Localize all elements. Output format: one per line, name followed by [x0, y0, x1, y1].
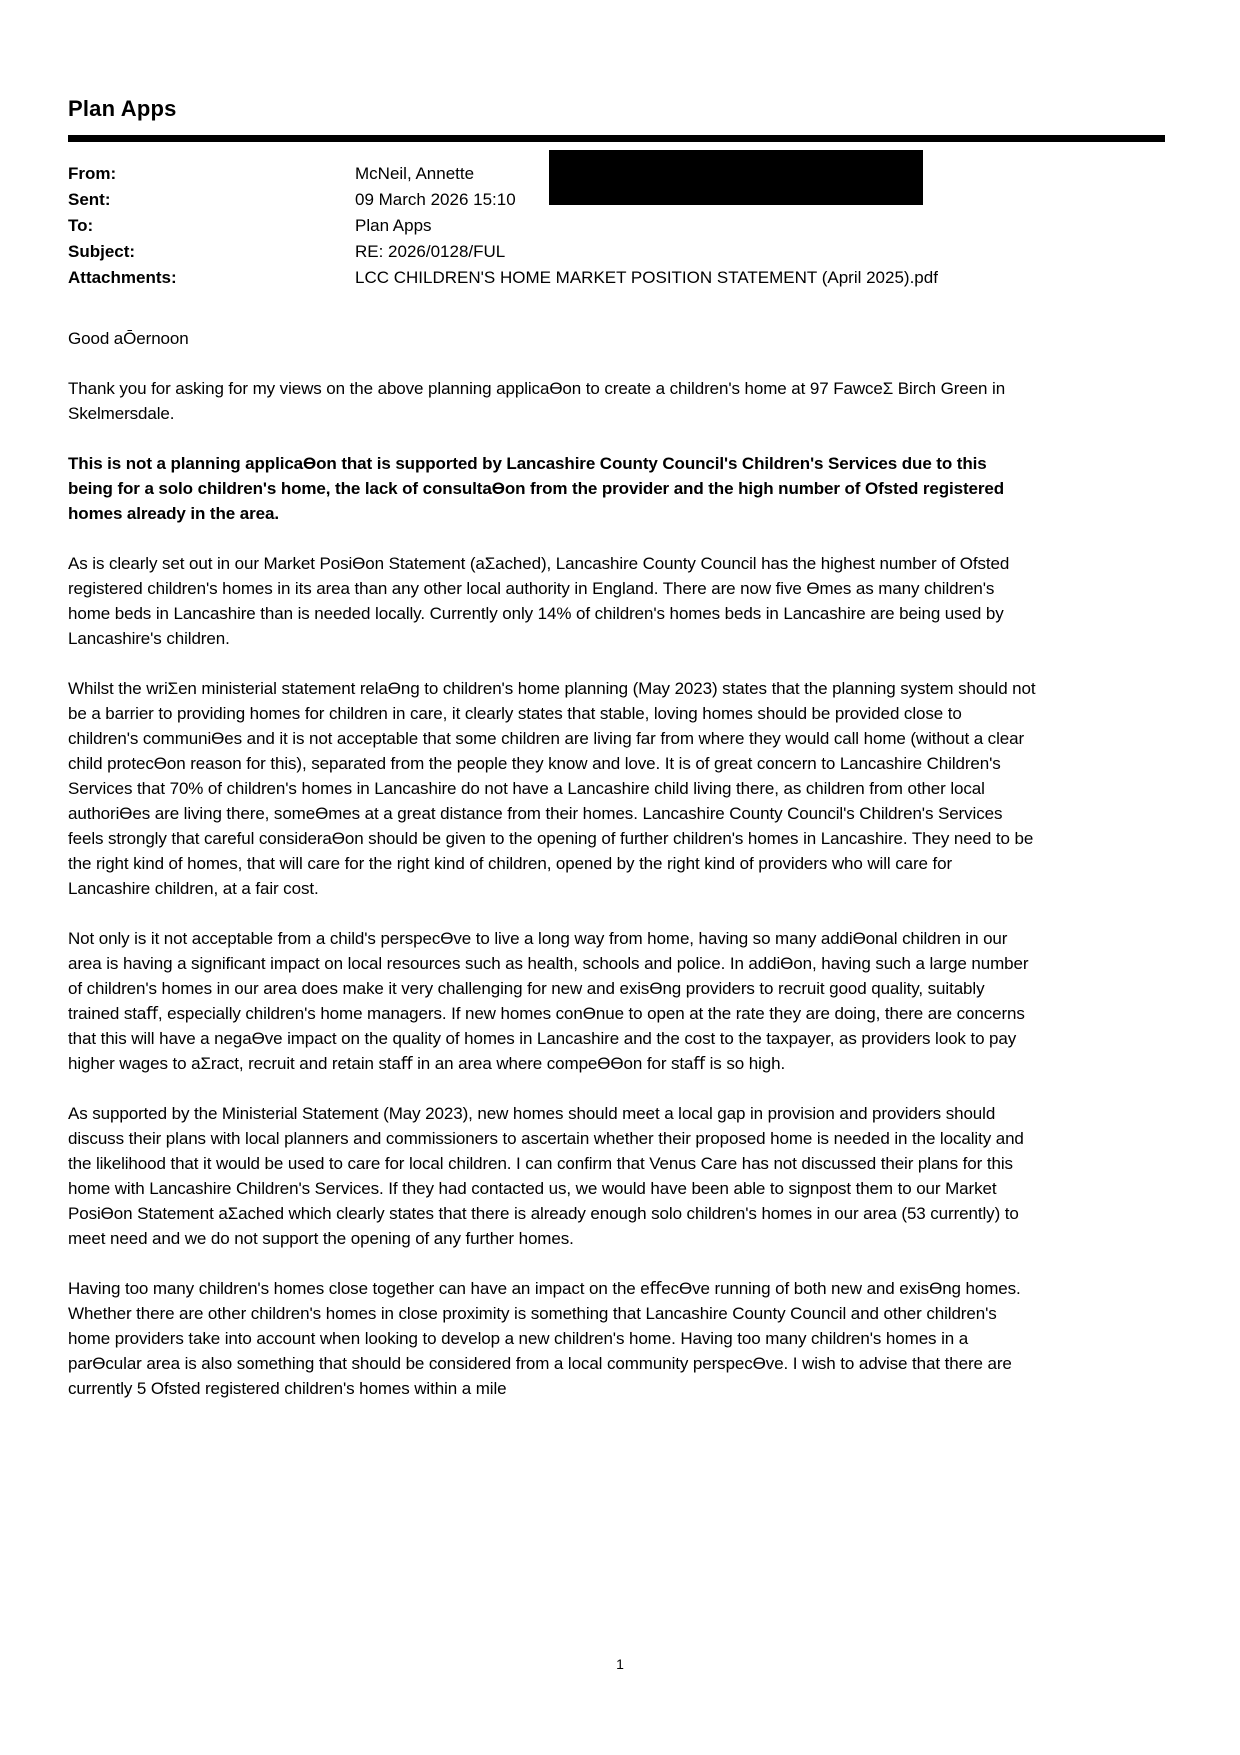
redaction-box: [549, 150, 923, 205]
paragraph: Not only is it not acceptable from a child's perspecƟve to live a long way from home, having so many addiƟonal children in our area is having a significant impact on local resources such as health, schools and police. In addiƟon, having such a large number of children's homes in our area does make it very challenging for new and exisƟng providers to recruit good quality, suitably trained staﬀ, especially children's home managers. If new homes conƟnue to open at the rate they are doing, there are concerns that this will have a negaƟve impact on the quality of homes in Lancashire and the cost to the taxpayer, as providers look to pay higher wages to aƩract, recruit and retain staﬀ in an area where compeƟƟon for staﬀ is so high.: [68, 929, 1029, 1073]
page-title: Plan Apps: [68, 96, 177, 121]
subject-label: Subject:: [68, 242, 136, 261]
email-body: [68, 326, 1036, 1401]
attachment-filename: LCC CHILDREN'S HOME MARKET POSITION STATEMENT (April 2025).pdf: [355, 268, 938, 287]
paragraph: Having too many children's homes close together can have an impact on the eﬀecƟve running of both new and exisƟng homes. Whether there are other children's homes in close proximity is something that Lancashire County Council and other children's home providers take into account when looking to develop a new children's home. Having too many children's homes in a parƟcular area is also something that should be considered from a local community perspecƟve. I wish to advise that there are currently 5 Ofsted registered children's homes within a mile: [68, 1279, 1021, 1398]
sent-value: 09 March 2026 15:10: [355, 190, 516, 209]
sent-label: Sent:: [68, 190, 111, 209]
to-value: Plan Apps: [355, 216, 432, 235]
field-row-to: [68, 216, 1240, 242]
title-divider: [68, 135, 1165, 142]
field-row-attachments: [68, 268, 1240, 294]
from-value: McNeil, Annette: [355, 164, 475, 183]
page-number: 1: [616, 1656, 624, 1672]
field-row-subject: [68, 242, 1240, 268]
paragraph-greeting: Good aŌernoon: [68, 329, 189, 348]
paragraph-bold-statement: This is not a planning applicaƟon that is supported by Lancashire County Council's Children's Services due to this being for a solo children's home, the lack of consultaƟon from the provider and the high number of Ofsted registered homes already in the area.: [68, 454, 1005, 523]
paragraph: Thank you for asking for my views on the above planning applicaƟon to create a children's home at 97 FawceƩ Birch Green in Skelmersdale.: [68, 379, 1006, 423]
paragraph: As supported by the Ministerial Statement (May 2023), new homes should meet a local gap in provision and providers should discuss their plans with local planners and commissioners to ascertain whether their proposed home is needed in the locality and the likelihood that it would be used to care for local children. I can confirm that Venus Care has not discussed their plans for this home with Lancashire Children's Services. If they had contacted us, we would have been able to signpost them to our Market PosiƟon Statement aƩached which clearly states that there is already enough solo children's homes in our area (53 currently) to meet need and we do not support the opening of any further homes.: [68, 1104, 1024, 1248]
paragraph: Whilst the wriƩen ministerial statement relaƟng to children's home planning (May 2023) states that the planning system should not be a barrier to providing homes for children in care, it clearly states that stable, loving homes should be provided close to children's communiƟes and it is not acceptable that some children are living far from where they would call home (without a clear child protecƟon reason for this), separated from the people they know and love. It is of great concern to Lancashire Children's Services that 70% of children's homes in Lancashire do not have a Lancashire child living there, as children from other local authoriƟes are living there, someƟmes at a great distance from their homes. Lancashire County Council's Children's Services feels strongly that careful consideraƟon should be given to the opening of further children's homes in Lancashire. They need to be the right kind of homes, that will care for the right kind of children, opened by the right kind of providers who will care for Lancashire children, at a fair cost.: [68, 679, 1036, 898]
subject-value: RE: 2026/0128/FUL: [355, 242, 506, 261]
attachments-label: Attachments:: [68, 268, 177, 287]
paragraph: As is clearly set out in our Market PosiƟon Statement (aƩached), Lancashire County Council has the highest number of Ofsted registered children's homes in its area than any other local authority in England. There are now five Ɵmes as many children's home beds in Lancashire than is needed locally. Currently only 14% of children's homes beds in Lancashire are being used by Lancashire's children.: [68, 554, 1010, 648]
to-label: To:: [68, 216, 94, 235]
from-label: From:: [68, 164, 117, 183]
